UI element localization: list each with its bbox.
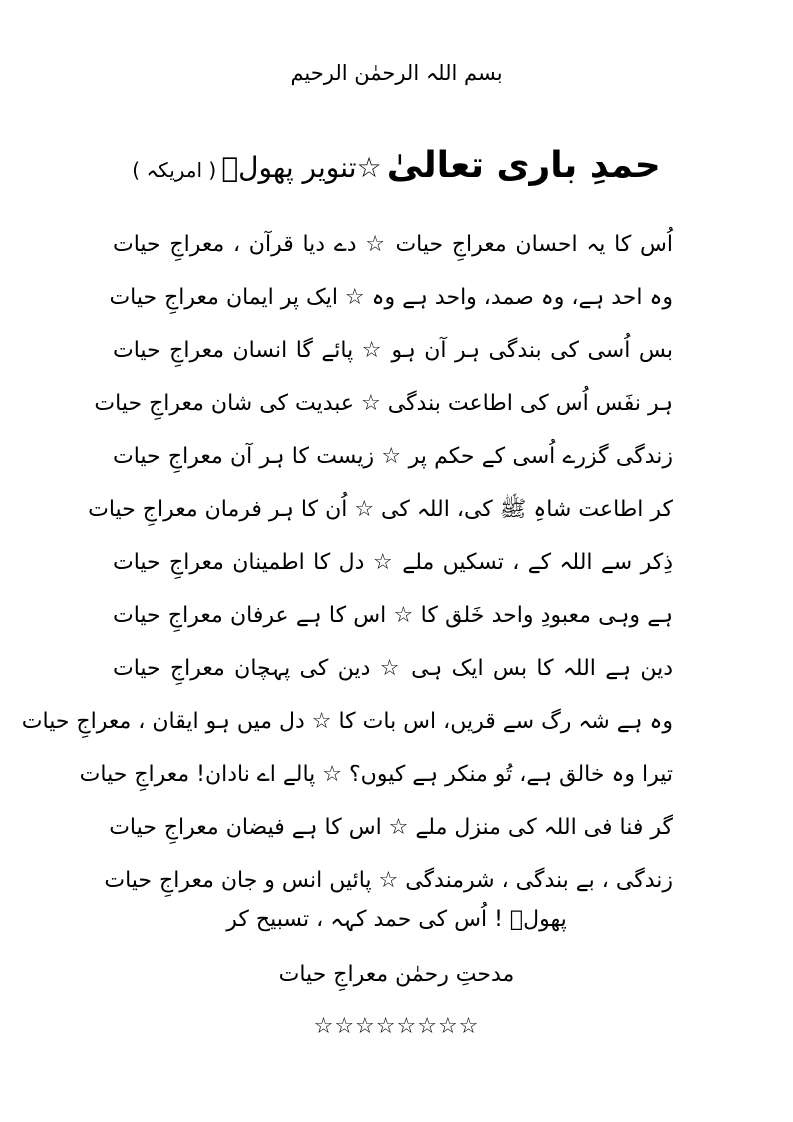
verse-text: ہر نفَس اُس کی اطاعت بندگی ☆ عبدیت کی شان معراجِ حیات: [94, 391, 673, 416]
verse-line: [0, 589, 793, 642]
verse-line: [0, 695, 793, 748]
verse-text: کر اطاعت شاہِ ﷺ کی، اللہ کی ☆ اُن کا ہر فرمان معراجِ حیات: [88, 497, 673, 522]
poem-title: [0, 138, 793, 198]
verse-line: [0, 642, 793, 695]
verse-text: تیرا وہ خالق ہے، تُو منکر ہے کیوں؟ ☆ پالے اے نادان! معراجِ حیات: [79, 762, 673, 787]
verse-list: [0, 218, 793, 907]
verse-text: بس اُسی کی بندگی ہر آن ہو ☆ پائے گا انسان معراجِ حیات: [113, 338, 673, 363]
verse-line: [0, 801, 793, 854]
title-hamd: حمدِ باری تعالیٰ: [386, 145, 661, 186]
verse-line: [0, 324, 793, 377]
title-star-icon: ☆: [356, 151, 382, 184]
poet-country: ( امریکہ ): [132, 158, 217, 182]
verse-line: [0, 536, 793, 589]
bismillah-heading: بسم اللہ الرحمٰن الرحیم: [290, 61, 503, 85]
closing-line-2: مدحتِ رحمٰن معراجِ حیات: [278, 962, 515, 987]
verse-text: وہ احد ہے، وہ صمد، واحد ہے وہ ☆ ایک پر ایمان معراجِ حیات: [109, 285, 673, 310]
closing-line-1: پھولؔ ! اُس کی حمد کہہ ، تسبیح کر: [226, 907, 567, 932]
verse-text: اُس کا یہ احسان معراجِ حیات ☆ دے دیا قرآن ، معراجِ حیات: [113, 232, 673, 257]
verse-text: وہ ہے شہ رگ سے قریں، اس بات کا ☆ دل میں ہو ایقان ، معراجِ حیات: [21, 709, 673, 734]
verse-line: [0, 218, 793, 271]
verse-line: [0, 854, 793, 907]
verse-text: زندگی گزرے اُسی کے حکم پر ☆ زیست کا ہر آن معراجِ حیات: [113, 444, 673, 469]
verse-text: دین ہے اللہ کا بس ایک ہی ☆ دین کی پہچان معراجِ حیات: [113, 656, 673, 681]
verse-line: [0, 430, 793, 483]
verse-text: زندگی ، بے بندگی ، شرمندگی ☆ پائیں انس و جان معراجِ حیات: [104, 868, 673, 893]
star-divider-icon: ☆☆☆☆☆☆☆☆: [313, 1014, 480, 1039]
verse-text: ہے وہی معبودِ واحد خَلق کا ☆ اس کا ہے عرفان معراجِ حیات: [113, 603, 673, 628]
verse-text: گر فنا فی اللہ کی منزل ملے ☆ اس کا ہے فیضان معراجِ حیات: [109, 815, 673, 840]
verse-line: [0, 377, 793, 430]
verse-line: [0, 271, 793, 324]
verse-text: ذِکر سے اللہ کے ، تسکیں ملے ☆ دل کا اطمینان معراجِ حیات: [113, 550, 673, 575]
poet-name: تنویر پھولؔ: [221, 151, 357, 184]
verse-line: [0, 748, 793, 801]
verse-line: [0, 483, 793, 536]
